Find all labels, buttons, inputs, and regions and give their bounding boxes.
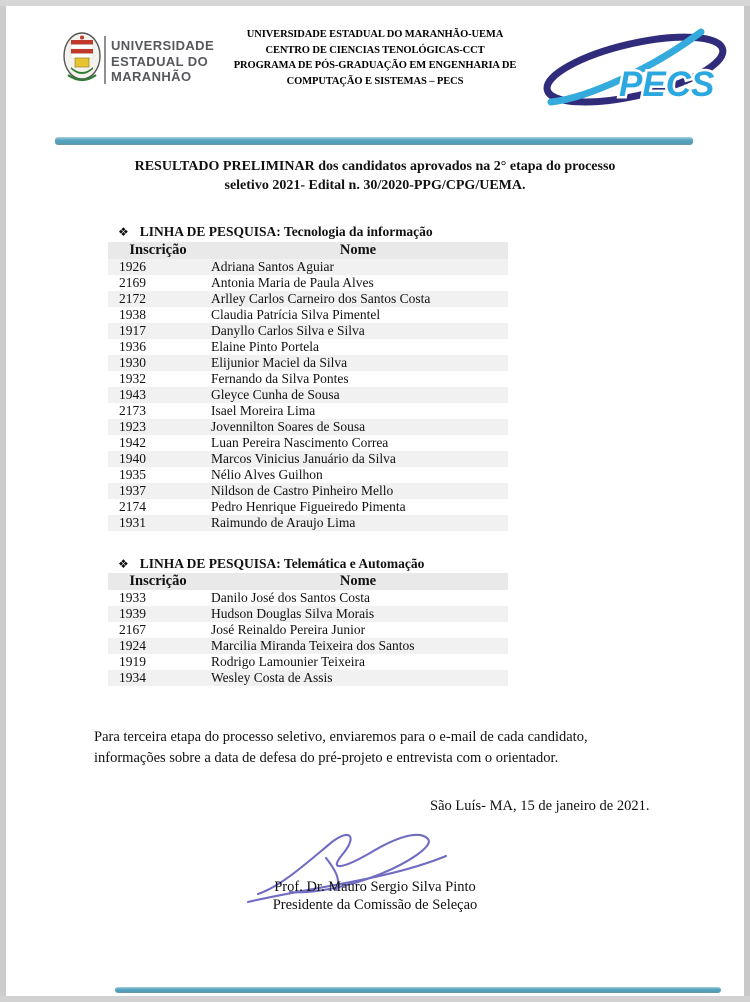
table-row [108, 606, 508, 622]
inscricao-cell: 2169 [119, 275, 146, 290]
nome-cell: Raimundo de Araujo Lima [211, 515, 356, 530]
nome-cell: Wesley Costa de Assis [211, 670, 333, 685]
inscricao-cell: 1940 [119, 451, 146, 466]
closing-line-2: informações sobre a data de defesa do pré-projeto e entrevista com o orientador. [94, 750, 559, 766]
pecs-logo [533, 26, 733, 114]
closing-paragraph [94, 727, 674, 769]
table-row [108, 323, 508, 339]
table-row [108, 467, 508, 483]
nome-cell: Pedro Henrique Figueiredo Pimenta [211, 499, 406, 514]
nome-cell: Fernando da Silva Pontes [211, 371, 349, 386]
nome-cell: Antonia Maria de Paula Alves [211, 275, 374, 290]
section-heading-tecnologia [118, 224, 433, 240]
nome-cell: Elaine Pinto Portela [211, 339, 319, 354]
table-body [108, 259, 508, 531]
logo-separator [104, 36, 106, 84]
table-row [108, 483, 508, 499]
page-edge-left [0, 0, 6, 1002]
table-telematica [108, 573, 508, 686]
nome-cell: Jovennilton Soares de Sousa [211, 419, 366, 434]
inscricao-cell: 1939 [119, 606, 146, 621]
nome-cell: Arlley Carlos Carneiro dos Santos Costa [211, 291, 431, 306]
table-row [108, 307, 508, 323]
nome-cell: Danyllo Carlos Silva e Silva [211, 323, 365, 338]
inscricao-cell: 1934 [119, 670, 146, 685]
page-edge-top [0, 0, 750, 6]
uema-logo-line: UNIVERSIDADE [111, 38, 215, 53]
table-row [108, 339, 508, 355]
uema-logo-line: MARANHÃO [111, 69, 192, 84]
table-row [108, 499, 508, 515]
table-body [108, 590, 508, 686]
table-row [108, 654, 508, 670]
nome-cell: Elijunior Maciel da Silva [211, 355, 348, 370]
inscricao-cell: 2167 [119, 622, 146, 637]
table-row [108, 403, 508, 419]
nome-cell: Adriana Santos Aguiar [211, 259, 334, 274]
inscricao-cell: 1932 [119, 371, 146, 386]
section-heading-telematica [118, 556, 424, 572]
col-header-inscricao: Inscrição [129, 242, 187, 258]
table-row [108, 451, 508, 467]
col-header-nome: Nome [339, 242, 377, 258]
table-row [108, 638, 508, 654]
pecs-logo-text: PECS [619, 65, 715, 104]
table-row [108, 622, 508, 638]
nome-cell: Rodrigo Lamounier Teixeira [211, 654, 366, 669]
closing-line-1: Para terceira etapa do processo seletivo, enviaremos para o e-mail de cada candidato, [94, 729, 588, 745]
inscricao-cell: 1942 [119, 435, 146, 450]
signatory-name: Prof. Dr. Mauro Sergio Silva Pinto [274, 879, 476, 895]
table-row [108, 355, 508, 371]
table-row [108, 670, 508, 686]
inscricao-cell: 1935 [119, 467, 146, 482]
page-edge-right [744, 0, 750, 1002]
table-header-row [108, 573, 508, 590]
nome-cell: Danilo José dos Santos Costa [211, 590, 371, 605]
table-row [108, 515, 508, 531]
inscricao-cell: 1924 [119, 638, 146, 653]
document-title [100, 157, 650, 195]
institution-line: PROGRAMA DE PÓS-GRADUAÇÃO EM ENGENHARIA DE [233, 60, 517, 71]
nome-cell: Claudia Patrícia Silva Pimentel [211, 307, 381, 322]
table-row [108, 590, 508, 606]
nome-cell: Isael Moreira Lima [211, 403, 316, 418]
table-row [108, 275, 508, 291]
inscricao-cell: 2172 [119, 291, 146, 306]
inscricao-cell: 1930 [119, 355, 146, 370]
table-row [108, 387, 508, 403]
date-line: São Luís- MA, 15 de janeiro de 2021. [430, 798, 650, 814]
col-header-nome: Nome [339, 573, 377, 589]
diamond-bullet-icon: ❖ [118, 557, 129, 571]
inscricao-cell: 1943 [119, 387, 146, 402]
inscricao-cell: 1926 [119, 259, 146, 274]
inscricao-cell: 1938 [119, 307, 146, 322]
institution-line: COMPUTAÇÃO E SISTEMAS – PECS [286, 75, 464, 87]
section-heading-label: LINHA DE PESQUISA: Telemática e Automação [139, 556, 425, 571]
inscricao-cell: 2173 [119, 403, 146, 418]
table-row [108, 259, 508, 275]
nome-cell: Gleyce Cunha de Sousa [211, 387, 340, 402]
table-row [108, 291, 508, 307]
table-row [108, 435, 508, 451]
nome-cell: Nélio Alves Guilhon [211, 467, 323, 482]
footer-rule [115, 987, 721, 993]
title-line-1: RESULTADO PRELIMINAR dos candidatos aprovados na 2° etapa do processo [134, 159, 616, 174]
inscricao-cell: 2174 [119, 499, 146, 514]
table-row [108, 371, 508, 387]
col-header-inscricao: Inscrição [129, 573, 187, 589]
institution-line: CENTRO DE CIENCIAS TENOLÓGICAS-CCT [265, 44, 485, 56]
inscricao-cell: 1933 [119, 590, 146, 605]
section-heading-label: LINHA DE PESQUISA: Tecnologia da informação [139, 224, 433, 239]
nome-cell: Nildson de Castro Pinheiro Mello [211, 483, 394, 498]
table-header-row [108, 242, 508, 259]
uema-logo-text [111, 38, 214, 85]
inscricao-cell: 1919 [119, 654, 146, 669]
table-row [108, 419, 508, 435]
title-line-2: seletivo 2021- Edital n. 30/2020-PPG/CPG/UEMA. [224, 178, 526, 193]
page-edge-bottom [0, 996, 750, 1002]
signatory-role: Presidente da Comissão de Seleçao [272, 897, 478, 913]
table-tecnologia [108, 242, 508, 531]
inscricao-cell: 1917 [119, 323, 146, 338]
uema-crest-icon [62, 31, 102, 89]
nome-cell: Marcilia Miranda Teixeira dos Santos [211, 638, 415, 653]
inscricao-cell: 1931 [119, 515, 146, 530]
nome-cell: José Reinaldo Pereira Junior [211, 622, 366, 637]
nome-cell: Luan Pereira Nascimento Correa [211, 435, 389, 450]
inscricao-cell: 1937 [119, 483, 146, 498]
header-rule [55, 137, 693, 145]
diamond-bullet-icon: ❖ [118, 225, 129, 239]
institution-line: UNIVERSIDADE ESTADUAL DO MARANHÃO-UEMA [246, 29, 504, 40]
institution-header [230, 27, 520, 89]
nome-cell: Hudson Douglas Silva Morais [211, 606, 375, 621]
nome-cell: Marcos Vinicius Januário da Silva [211, 451, 396, 466]
inscricao-cell: 1923 [119, 419, 146, 434]
uema-logo-line: ESTADUAL DO [111, 53, 209, 69]
inscricao-cell: 1936 [119, 339, 146, 354]
